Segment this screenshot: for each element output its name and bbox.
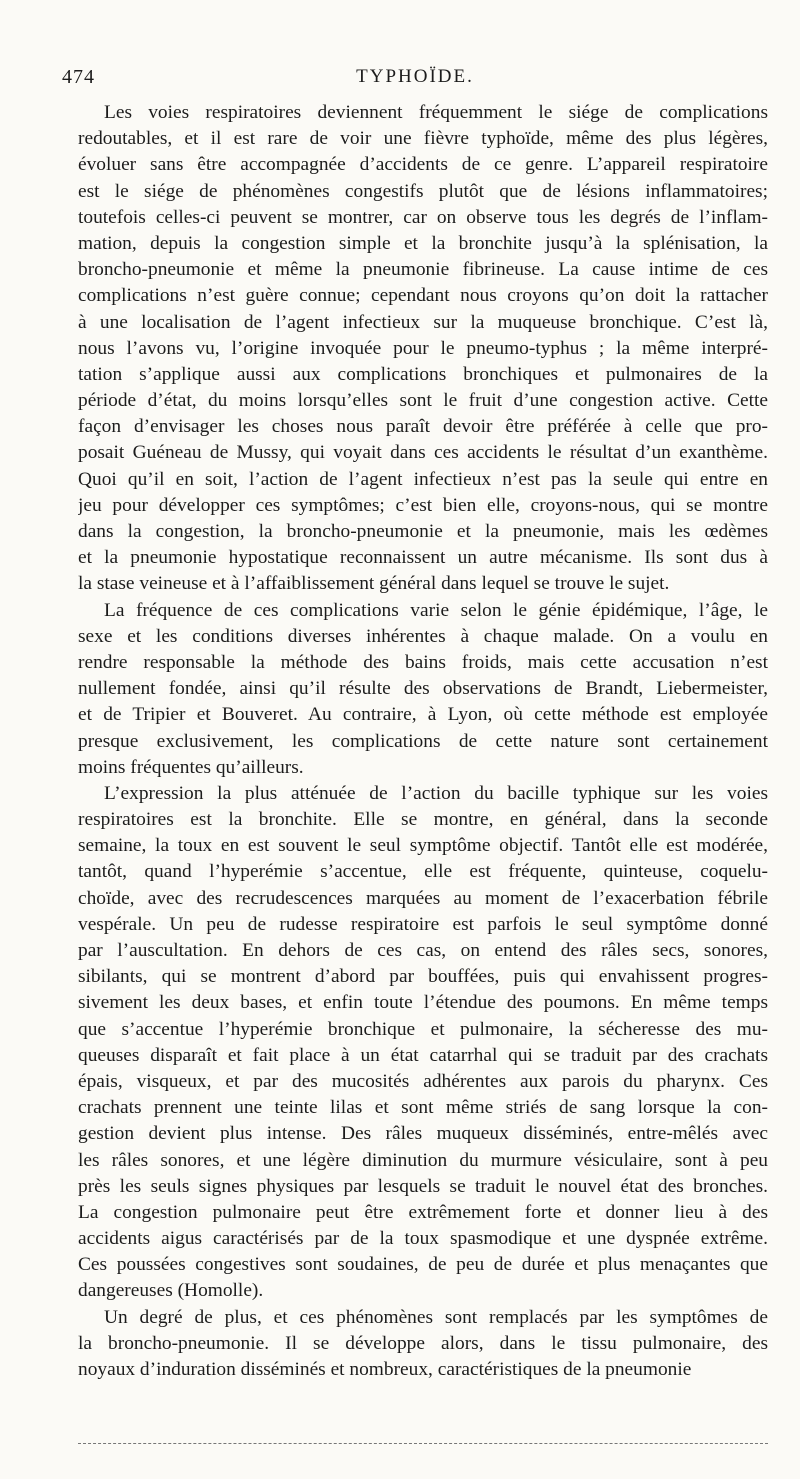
text-line: L’expression la plus atténuée de l’action du bacille typhique sur les voies [104,782,768,804]
text-line: redoutables, et il est rare de voir une fièvre typhoïde, même des plus légères, [78,128,768,150]
text-line: dans la congestion, la broncho-pneumonie et la pneumonie, mais les œdèmes [78,521,768,542]
text-line: Ces poussées congestives sont soudaines, de peu de durée et plus menaçantes que [78,1254,768,1276]
paragraph [78,598,768,781]
text-line: façon d’envisager les choses nous paraît devoir être préférée à celle que pro- [78,416,768,438]
text-line: la broncho-pneumonie. Il se développe alors, dans le tissu pulmonaire, des [78,1332,768,1354]
text-line: accidents aigus caractérisés par de la toux spasmodique et une dyspnée extrême. [78,1228,768,1250]
paragraph [78,781,768,1305]
text-line: nous l’avons vu, l’origine invoquée pour le pneumo-typhus ; la même interpré- [78,337,768,359]
text-line: tantôt, quand l’hyperémie s’accentue, elle est fréquente, quinteuse, coquelu- [78,861,768,883]
text-line: rendre responsable la méthode des bains froids, mais cette accusation n’est [78,651,768,673]
text-line: près les seuls signes physiques par lesquels se traduit le nouvel état des bronches. [78,1175,768,1197]
text-line: par l’auscultation. En dehors de ces cas, on entend des râles secs, sonores, [78,940,768,961]
text-line: Un degré de plus, et ces phénomènes sont remplacés par les symptômes de [104,1306,768,1328]
text-line: sivement les deux bases, et enfin toute l’étendue des poumons. En même temps [78,992,768,1014]
running-title: TYPHOÏDE. [356,66,474,87]
paragraph [78,100,768,598]
text-line: crachats prennent une teinte lilas et sont même striés de sang lorsque la con- [78,1097,768,1119]
text-line: mation, depuis la congestion simple et la bronchite jusqu’à la splénisation, la [78,232,768,254]
text-line: respiratoires est la bronchite. Elle se montre, en général, dans la seconde [78,809,768,831]
text-line: noyaux d’induration disséminés et nombreux, caractéristiques de la pneumonie [78,1359,692,1380]
text-line: Les voies respiratoires deviennent fréquemment le siége de complications [104,102,768,123]
text-line: toutefois celles-ci peuvent se montrer, car on observe tous les degrés de l’inflam- [78,206,768,228]
text-line: évoluer sans être accompagnée d’accidents de ce genre. L’appareil respiratoire [78,154,768,176]
text-line: les râles sonores, et une légère diminution du murmure vésiculaire, sont à peu [78,1149,768,1171]
text-line: gestion devient plus intense. Des râles muqueux disséminés, entre-mêlés avec [78,1123,768,1145]
text-line: période d’état, du moins lorsqu’elles sont le fruit d’une congestion active. Cette [78,390,768,412]
paragraph [78,1305,768,1384]
text-line: moins fréquentes qu’ailleurs. [78,756,304,778]
text-line: complications n’est guère connue; cependant nous croyons qu’on doit la rattacher [78,285,768,307]
text-line: queuses disparaît et fait place à un état catarrhal qui se traduit par des crachats [78,1044,768,1066]
text-line: presque exclusivement, les complications de cette nature sont certainement [78,730,768,752]
text-line: et de Tripier et Bouveret. Au contraire, à Lyon, où cette méthode est employée [78,704,768,726]
text-line: jeu pour développer ces symptômes; c’est bien elle, croyons-nous, qui se montre [78,494,768,516]
text-line: sexe et les conditions diverses inhérentes à chaque malade. On a voulu en [78,625,768,647]
text-line: choïde, avec des recrudescences marquées au moment de l’exacerbation fébrile [78,887,768,909]
text-line: La fréquence de ces complications varie selon le génie épidémique, l’âge, le [104,599,768,621]
footer-rule [78,1443,768,1444]
text-line: vespérale. Un peu de rudesse respiratoire est parfois le seul symptôme donné [78,913,768,935]
text-line: que s’accentue l’hyperémie bronchique et pulmonaire, la sécheresse des mu- [78,1018,768,1040]
text-line: La congestion pulmonaire peut être extrêmement forte et donner lieu à des [78,1201,768,1223]
text-line: et la pneumonie hypostatique reconnaissent un autre mécanisme. Ils sont dus à [78,547,768,569]
text-line: posait Guéneau de Mussy, qui voyait dans ces accidents le résultat d’un exanthème. [78,442,768,464]
text-line: sibilants, qui se montrent d’abord par bouffées, puis qui envahissent progres- [78,966,768,988]
text-line: broncho-pneumonie et même la pneumonie fibrineuse. La cause intime de ces [78,259,768,281]
text-line: est le siége de phénomènes congestifs plutôt que de lésions inflammatoires; [78,180,768,202]
text-line: dangereuses (Homolle). [78,1280,264,1302]
text-line: épais, visqueux, et par des mucosités adhérentes aux parois du pharynx. Ces [78,1070,768,1092]
page-header [62,66,768,94]
text-line: tation s’applique aussi aux complications bronchiques et pulmonaires de la [78,363,768,385]
page-number: 474 [62,66,95,88]
text-line: Quoi qu’il en soit, l’action de l’agent infectieux n’est pas la seule qui entre en [78,468,768,490]
text-line: nullement fondée, ainsi qu’il résulte des observations de Brandt, Liebermeister, [78,678,768,700]
text-line: à une localisation de l’agent infectieux sur la muqueuse bronchique. C’est là, [78,311,768,333]
text-line: semaine, la toux en est souvent le seul symptôme objectif. Tantôt elle est modérée, [78,835,768,857]
body-text [78,100,768,1383]
text-line: la stase veineuse et à l’affaiblissement général dans lequel se trouve le sujet. [78,573,670,595]
